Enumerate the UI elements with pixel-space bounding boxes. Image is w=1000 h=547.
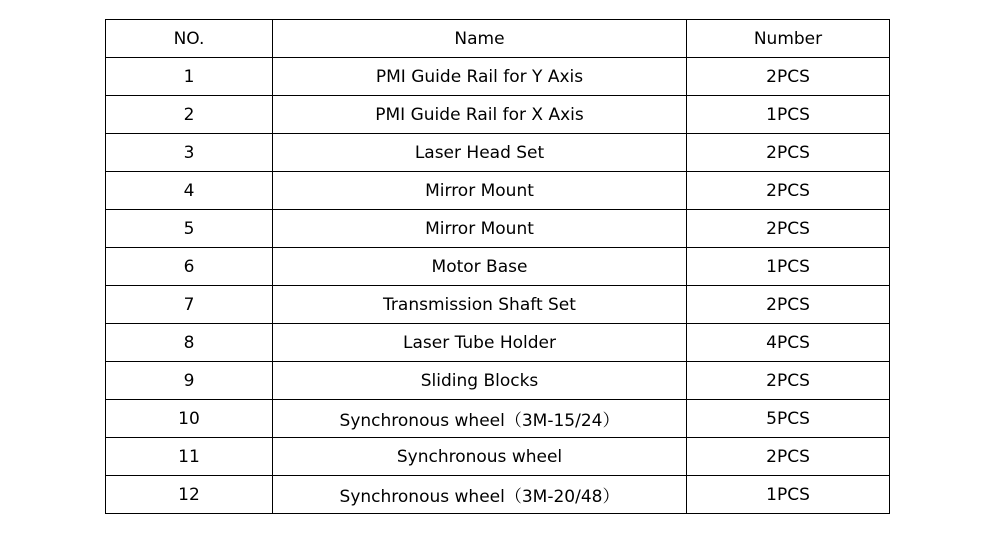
table-row	[106, 438, 890, 476]
cell-no: 1	[106, 58, 273, 96]
cell-number: 4PCS	[687, 324, 890, 362]
cell-name: Synchronous wheel	[273, 438, 687, 476]
cell-no: 6	[106, 248, 273, 286]
cell-name: Mirror Mount	[273, 210, 687, 248]
cell-number: 1PCS	[687, 476, 890, 514]
cell-number: 5PCS	[687, 400, 890, 438]
cell-no: 5	[106, 210, 273, 248]
table-row	[106, 476, 890, 514]
cell-name: Sliding Blocks	[273, 362, 687, 400]
cell-number: 2PCS	[687, 172, 890, 210]
cell-name: Laser Tube Holder	[273, 324, 687, 362]
header-row	[106, 20, 890, 58]
cell-name: Motor Base	[273, 248, 687, 286]
cell-no: 12	[106, 476, 273, 514]
cell-name: Synchronous wheel（3M-15/24）	[273, 400, 687, 438]
table-row	[106, 134, 890, 172]
table-row	[106, 324, 890, 362]
cell-number: 2PCS	[687, 58, 890, 96]
cell-number: 1PCS	[687, 96, 890, 134]
parts-list-table	[105, 19, 890, 514]
table-row	[106, 400, 890, 438]
cell-number: 2PCS	[687, 286, 890, 324]
cell-no: 11	[106, 438, 273, 476]
cell-name: Transmission Shaft Set	[273, 286, 687, 324]
table-row	[106, 210, 890, 248]
cell-name: Mirror Mount	[273, 172, 687, 210]
cell-number: 1PCS	[687, 248, 890, 286]
header-name: Name	[273, 20, 687, 58]
parts-list-table-container	[105, 19, 890, 514]
cell-no: 7	[106, 286, 273, 324]
table-row	[106, 96, 890, 134]
cell-no: 9	[106, 362, 273, 400]
cell-number: 2PCS	[687, 438, 890, 476]
cell-no: 2	[106, 96, 273, 134]
table-row	[106, 362, 890, 400]
table-row	[106, 286, 890, 324]
cell-name: Laser Head Set	[273, 134, 687, 172]
header-no: NO.	[106, 20, 273, 58]
cell-name: PMI Guide Rail for Y Axis	[273, 58, 687, 96]
cell-number: 2PCS	[687, 134, 890, 172]
table-row	[106, 58, 890, 96]
cell-no: 4	[106, 172, 273, 210]
cell-number: 2PCS	[687, 362, 890, 400]
cell-number: 2PCS	[687, 210, 890, 248]
cell-no: 3	[106, 134, 273, 172]
header-number: Number	[687, 20, 890, 58]
cell-name: PMI Guide Rail for X Axis	[273, 96, 687, 134]
cell-no: 10	[106, 400, 273, 438]
cell-no: 8	[106, 324, 273, 362]
cell-name: Synchronous wheel（3M-20/48）	[273, 476, 687, 514]
table-row	[106, 248, 890, 286]
table-row	[106, 172, 890, 210]
